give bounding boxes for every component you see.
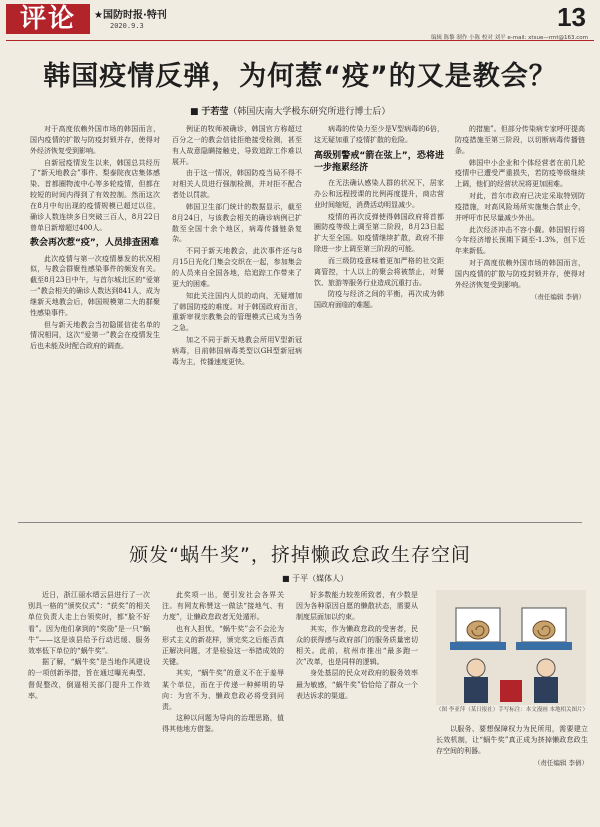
article1-column-4 [455,124,585,516]
paragraph: 由于这一情况，韩国防疫当局不得不对相关人员进行强制检测，并对拒不配合者处以罚款。 [172,169,302,200]
paragraph: 但与新天地教会当初隐匿信徒名单的情况相同，这次“爱第一”教会在疫情发生后也未能及时配合政府的调查。 [30,320,160,351]
paragraph: 这种以问题为导向的治理思路，值得其他地方借鉴。 [162,714,284,734]
article2-headline: 颁发“蜗牛奖”，挤掉懒政怠政生存空间 [129,544,471,566]
page-number: 13 [557,2,586,32]
person-icon [467,659,485,677]
article1-editor-note: （责任编辑 李倩） [530,292,585,301]
article1-column-2 [172,124,302,516]
paragraph: 的措施”。但部分传染病专家呼吁提高防疫措施至第三阶段，以切断病毒传播链条。 [455,125,585,155]
article2-column-4 [436,724,588,822]
paragraph: 疫情的再次反弹使得韩国政府将首都圈防疫等级上调至第二阶段，8月23日起扩大至全国。如疫情继续扩散，政府不排除进一步上调至第三阶段的可能。 [314,212,444,254]
editor-credits: 编辑 陈黎 制作 小陈 校对 刘平 e-mail: xtsue—rmt@163.com [430,35,588,41]
paragraph: 韩国中小企业和个体经营者在前几轮疫情中已遭受严重损失，若防疫等级继续上调，他们的经营状况将更加困难。 [455,158,585,189]
pen-icon: ■ [190,107,202,117]
paragraph: 此次疫情与第一次疫情暴发的状况相似，与教会群聚性感染事件的频发有关。截至8月23日中午，与首尔城北区的“爱第一”教会相关的确诊人数达到841人，成为继新天地教会后，韩国规模第二大的群聚性感染事件。 [30,254,160,317]
paragraph: 例证的牧师被确诊，韩国官方称超过百分之一的教会信徒拒绝接受检测，甚至有人故意隐瞒接触史，导致追踪工作难以展开。 [172,125,302,166]
award-base [450,642,506,650]
paragraph: 防疫与经济之间的平衡，再次成为韩国政府面临的难题。 [314,290,444,310]
paragraph: 其实，“蜗牛奖”的意义不在于羞辱某个单位，而在于传递一种鲜明的导向：为官不为、懒政怠政必将受到问责。 [162,669,284,711]
paragraph: 其实，作为懒政怠政的受害者，民众的获得感与政府部门的服务质量密切相关。此前，杭州市推出“最多跑一次”改革，也是同样的逻辑。 [296,624,418,667]
header-rule [6,40,594,41]
page-header [0,0,600,42]
paragraph: 好多数能力较差所致者，有少数是因为各种原因自愿的懒散状态，需要从制度层面加以约束。 [296,591,418,622]
article1-column-1 [30,124,160,516]
person-body [534,677,558,703]
article2-editor-note: （责任编辑 李倩） [533,758,588,767]
article2-column-3 [296,590,418,822]
paragraph: 也有人担忧，“蜗牛奖”会不会沦为形式主义的新花样，颁完奖之后能否真正解决问题，才是检验这一举措成效的关键。 [162,624,284,667]
paragraph: 自新冠疫情发生以来，韩国总共经历了“新天地教会”事件、梨泰院夜店集体感染、首都圈物流中心等多轮疫情，但都在较短的时间内得到了有效控制。然而这次在8月中旬出现的疫情规模已超过以往，确诊人数连续多日突破三百人，8月22日曾单日新增超过400人。 [30,158,160,232]
article1-author: 于若莹 [201,107,229,117]
snail-award-cartoon [436,590,586,705]
article1-body [30,124,585,516]
paragraph: 对于高度依赖外国市场的韩国而言，国内疫情的扩散与防疫封锁并存，使得对外经济恢复受到影响。 [455,259,585,289]
paragraph: 此奖项一出，便引发社会各界关注。有网友称赞这一做法“接地气、有力度”，让懒政怠政者无处遁形。 [162,591,284,622]
article1-column-3 [314,124,444,516]
article1-author-note: （韩国庆南大学极东研究所进行博士后） [228,107,391,117]
paragraph: 加之不同于新天地教会所用V型新冠病毒，目前韩国病毒类型以GH型新冠病毒为主，传播速度更快。 [172,336,302,366]
section-logo: 评论 [6,4,90,34]
article1-headline: 韩国疫情反弹，为何惹“疫”的又是教会？ [43,61,557,92]
paragraph: 对此，首尔市政府已决定采取特别防疫措施，对高风险场所实施集合禁止令，并呼吁市民尽量减少外出。 [455,192,585,222]
paragraph: 病毒的传染力至少是V型病毒的6倍，这无疑加重了疫情扩散的危险。 [314,125,444,144]
paragraph: 以服务、要想保障权力为民所用，需要建立长效机制，让“蜗牛奖”真正成为挤掉懒政怠政生存空间的利器。 [436,725,588,756]
paragraph: 近日，浙江丽水缙云县进行了一次别具一格的“颁奖仪式”：“获奖”的相关单位负责人走上台领奖时，都“脸不好看”。因为他们拿到的“奖励”是一只“蜗牛”——这是该县给予行动迟缓、服务效率低下单位的“蜗牛奖”。 [28,591,150,655]
article-divider [18,522,582,523]
article2-author: 于平（媒体人） [292,574,349,583]
pen-icon: ■ [282,574,293,583]
cartoon-caption: （图 李亚萍（某日报社）手写标注：本文漫画 本地相关图片） [436,707,588,713]
paragraph: 对于高度依赖外国市场的韩国而言，国内疫情的扩散与防疫封锁并存，使得对外经济恢复受到影响。 [30,125,160,155]
article1-subheading-1: 教会再次惹“疫”，人员排查困难 [30,238,159,249]
paragraph: 而三级防疫意味着更加严格的社交距离管控，十人以上的聚会将被禁止，对餐饮、旅游等服务行业造成沉重打击。 [314,256,444,287]
paragraph: 知此关注国内人员的动向，无疑增加了韩国防疫的难度。对于韩国政府而言，重新审视宗教集会的管理模式已成为当务之急。 [172,291,302,333]
article1-byline [190,104,390,117]
person-icon [537,659,555,677]
paragraph: 此次经济冲击不容小觑。韩国银行将今年经济增长预期下调至-1.3%，创下近年来新低。 [455,225,585,256]
paper-name: ★国防时报·特刊 [94,10,167,21]
award-base [516,642,572,650]
issue-date: 2020.9.3 [110,22,144,30]
article2-column-1 [28,590,150,822]
article2-column-2 [162,590,284,822]
article1-subheading-2: 高级别警戒“箭在弦上”，恐将进一步拖累经济 [314,150,444,173]
paragraph: 在无法确认感染人群的状况下，居家办公和远程授课的比例再度提升，商店营业时间缩短，消费活动明显减少。 [314,178,444,209]
paragraph: 不同于新天地教会，此次事件还与8月15日光化门集会交织在一起，参加集会的人员来自全国各地，给追踪工作带来了更大的困难。 [172,247,302,288]
paragraph: 韩国卫生部门统计的数据显示，截至8月24日，与该教会相关的确诊病例已扩散至全国十余个地区，病毒传播链条复杂。 [172,202,302,244]
podium [500,680,522,702]
paragraph: 身处基层的民众对政府的服务效率最为敏感，“蜗牛奖”恰恰给了群众一个表达诉求的渠道。 [296,669,418,700]
cartoon-illustration [436,590,586,705]
article2-byline [282,573,348,584]
person-body [464,677,488,703]
paragraph: 据了解，“蜗牛奖”是当地作风建设的一项创新举措，旨在通过曝光典型、督促整改，倒逼相关部门提升工作效率。 [28,658,150,700]
